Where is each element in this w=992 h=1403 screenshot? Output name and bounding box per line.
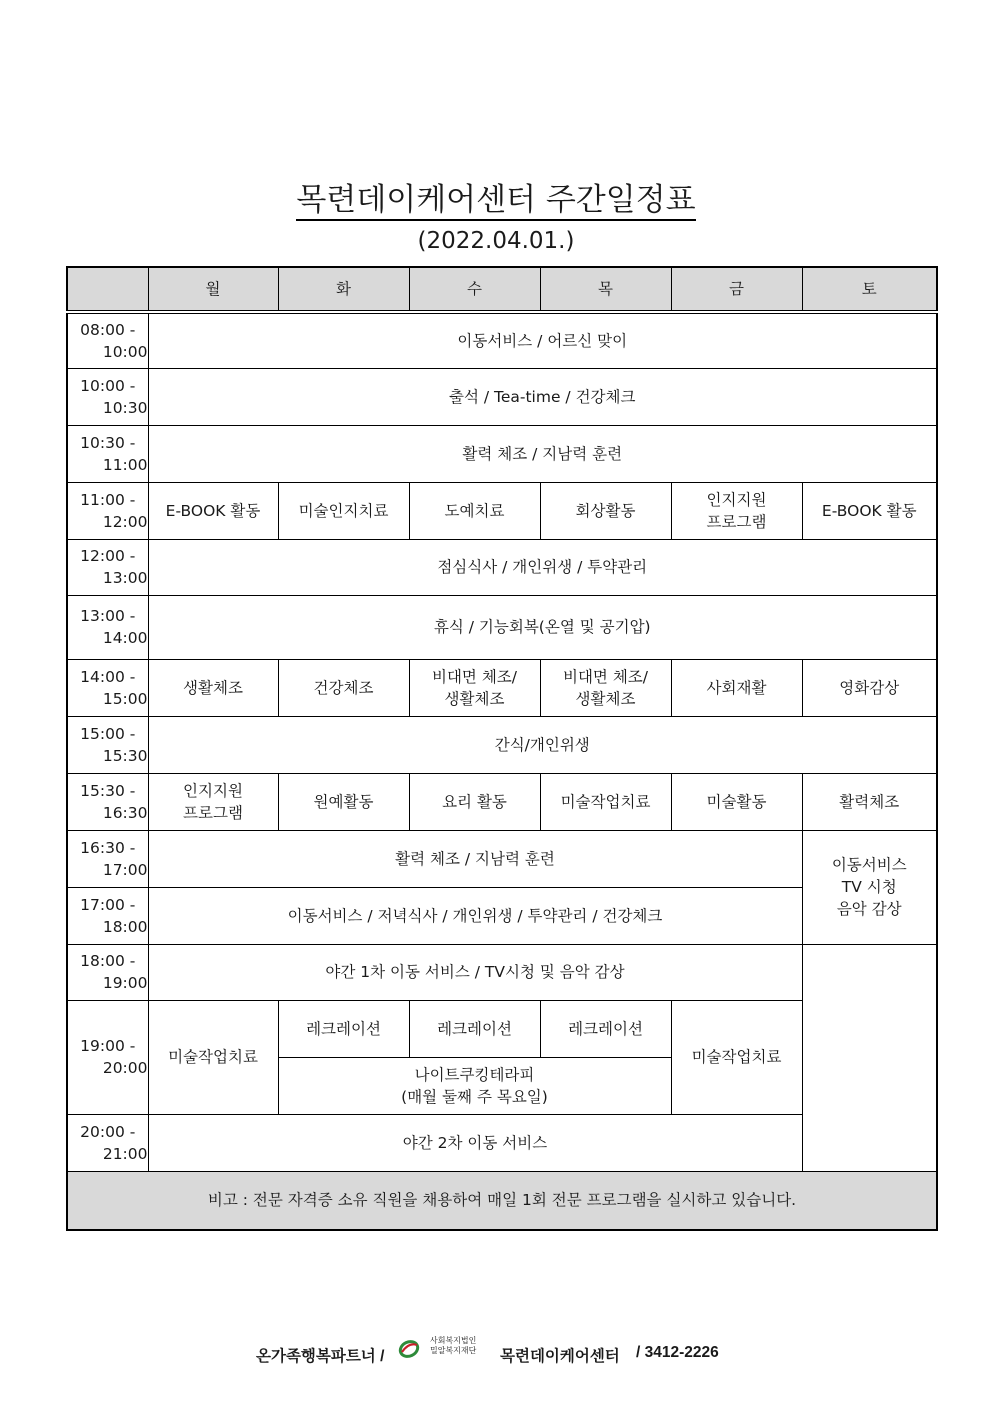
table-row [67,482,937,539]
time-cell [67,425,148,482]
activity-cell: 비대면 체조/ 생활체조 [409,659,540,716]
activity-cell: 활력체조 [802,773,937,830]
foundation-line1: 사회복지법인 [430,1336,477,1345]
activity-cell: 레크레이션 [278,1000,409,1057]
activity-cell: E-BOOK 활동 [802,482,937,539]
activity-cell: 야간 2차 이동 서비스 [148,1114,802,1171]
time-start: 17:00 - [80,895,136,914]
time-start: 10:30 - [80,433,136,452]
activity-cell: 이동서비스 / 저녁식사 / 개인위생 / 투약관리 / 건강체크 [148,887,802,944]
table-row [67,944,937,1000]
time-end: 15:00 [102,689,148,708]
time-cell [67,595,148,659]
time-start: 16:30 - [80,838,136,857]
header-row [67,267,937,312]
activity-cell: 이동서비스 / 어르신 맞이 [148,312,937,368]
time-cell [67,773,148,830]
activity-cell: 미술활동 [671,773,802,830]
activity-cell: 점심식사 / 개인위생 / 투약관리 [148,539,937,595]
title-text: 목련데이케어센터 주간일정표 [296,182,695,221]
remarks-cell: 비고 : 전문 자격증 소유 직원을 채용하여 매일 1회 전문 프로그램을 실시하고 있습니다. [67,1171,937,1230]
table-row [67,716,937,773]
activity-cell: 건강체조 [278,659,409,716]
activity-cell-night-cooking: 나이트쿠킹테라피 (매월 둘째 주 목요일) [278,1057,671,1114]
foundation-name [430,1336,476,1356]
time-start: 10:00 - [80,376,136,395]
activity-cell: 출석 / Tea-time / 건강체크 [148,368,937,425]
time-end: 17:00 [102,860,148,879]
table-row [67,312,937,368]
activity-cell: 레크레이션 [540,1000,671,1057]
day-thu: 목 [540,267,671,312]
time-start: 15:00 - [80,724,136,743]
time-end: 12:00 [102,512,148,531]
time-end: 14:00 [102,629,148,647]
activity-cell: 인지지원 프로그램 [671,482,802,539]
time-cell [67,830,148,887]
table-row [67,368,937,425]
activity-cell: 미술작업치료 [540,773,671,830]
corner-cell [67,267,148,312]
activity-cell: 요리 활동 [409,773,540,830]
day-wed: 수 [409,267,540,312]
day-tue: 화 [278,267,409,312]
activity-cell: 원예활동 [278,773,409,830]
activity-cell: 인지지원 프로그램 [148,773,278,830]
weekly-schedule-table [66,266,938,1231]
activity-cell: 간식/개인위생 [148,716,937,773]
table-row [67,659,937,716]
empty-saturday-cell [802,944,937,1171]
activity-cell: 야간 1차 이동 서비스 / TV시청 및 음악 감상 [148,944,802,1000]
footer [0,1336,992,1368]
footer-center-name: 목련데이케어센터 [500,1348,620,1365]
time-cell [67,944,148,1000]
table-row [67,425,937,482]
time-start: 18:00 - [80,952,136,970]
time-start: 12:00 - [80,547,136,565]
table-row [67,773,937,830]
activity-cell: 생활체조 [148,659,278,716]
activity-cell: 비대면 체조/ 생활체조 [540,659,671,716]
day-sat: 토 [802,267,937,312]
time-start: 08:00 - [80,320,136,339]
activity-cell: 활력 체조 / 지남력 훈련 [148,425,937,482]
time-cell [67,1114,148,1171]
activity-cell-saturday-evening: 이동서비스 TV 시청 음악 감상 [802,830,937,944]
foundation-logo-icon [398,1338,420,1360]
time-cell [67,482,148,539]
time-end: 21:00 [102,1144,148,1163]
time-end: 11:00 [102,455,148,474]
time-cell [67,887,148,944]
day-mon: 월 [148,267,278,312]
activity-cell: 미술인지치료 [278,482,409,539]
activity-cell: 휴식 / 기능회복(온열 및 공기압) [148,595,937,659]
footer-partner: 온가족행복파트너 / [256,1348,385,1365]
activity-cell: 활력 체조 / 지남력 훈련 [148,830,802,887]
activity-cell: 영화감상 [802,659,937,716]
activity-cell: 미술작업치료 [148,1000,278,1114]
time-end: 10:00 [102,342,148,361]
time-cell [67,1000,148,1114]
footer-phone: / 3412-2226 [636,1344,719,1361]
day-fri: 금 [671,267,802,312]
note-row [67,1171,937,1230]
time-cell [67,368,148,425]
time-cell [67,716,148,773]
page-title [0,180,992,220]
time-start: 20:00 - [80,1122,136,1141]
time-end: 19:00 [102,974,148,992]
time-cell [67,539,148,595]
activity-cell: 회상활동 [540,482,671,539]
table-row [67,830,937,887]
foundation-line2: 밀알복지재단 [430,1346,477,1355]
activity-cell: 미술작업치료 [671,1000,802,1114]
time-end: 13:00 [102,569,148,587]
activity-cell: 레크레이션 [409,1000,540,1057]
time-start: 11:00 - [80,490,136,509]
time-start: 15:30 - [80,781,136,800]
time-start: 14:00 - [80,667,136,686]
activity-cell: E-BOOK 활동 [148,482,278,539]
time-cell [67,312,148,368]
time-end: 10:30 [102,398,148,417]
time-end: 18:00 [102,917,148,936]
time-end: 20:00 [102,1059,148,1077]
activity-cell: 사회재활 [671,659,802,716]
time-start: 13:00 - [80,607,136,625]
time-end: 15:30 [102,746,148,765]
time-cell [67,659,148,716]
table-row [67,539,937,595]
activity-cell: 도예치료 [409,482,540,539]
schedule-date: (2022.04.01.) [417,228,575,254]
time-end: 16:30 [102,803,148,822]
time-start: 19:00 - [80,1037,136,1055]
table-row [67,595,937,659]
